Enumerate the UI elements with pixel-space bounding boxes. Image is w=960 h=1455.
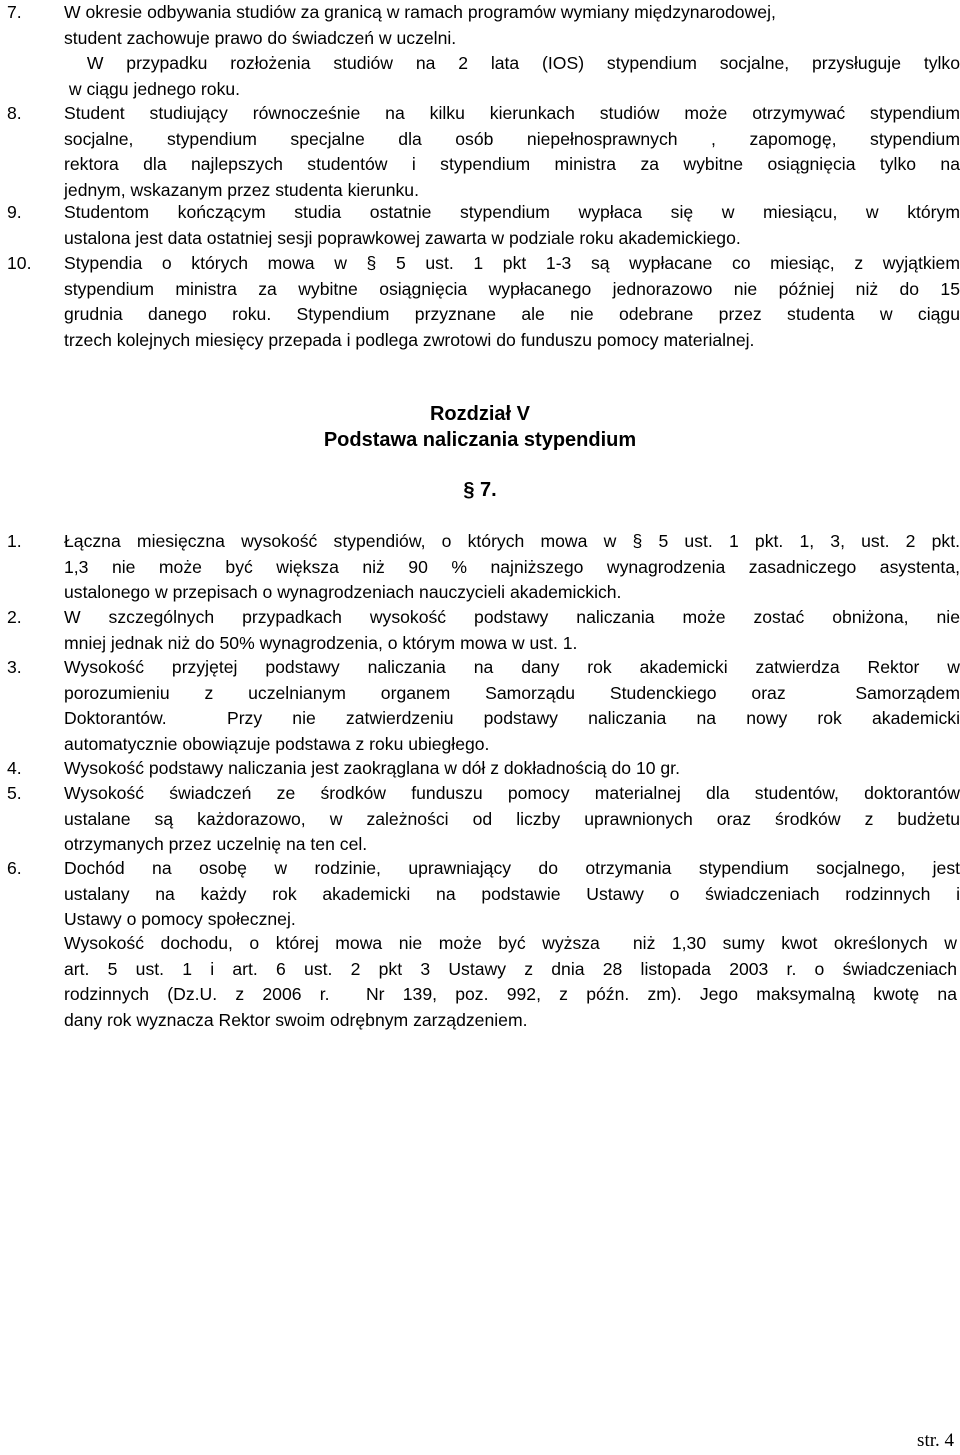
item-line: socjalne, stypendium specjalne dla osób niepełnosprawnych , zapomogę, stypendium: [64, 128, 960, 149]
item-line: W przypadku rozłożenia studiów na 2 lata (IOS) stypendium socjalne, przysługuje tylko: [64, 53, 960, 74]
item-number: 3.: [7, 657, 22, 677]
item-line: automatycznie obowiązuje podstawa z roku ubiegłego.: [64, 733, 490, 754]
paragraph-line: Wysokość dochodu, o której mowa nie może być wyższa niż 1,30 sumy kwot określonych w: [64, 933, 957, 953]
item-line: ustalonego w przepisach o wynagrodzeniach nauczycieli akademickich.: [64, 582, 622, 603]
item-number: 4.: [7, 758, 22, 778]
item-line: Student studiujący równocześnie na kilku kierunkach studiów może otrzymywać stypendium: [64, 103, 960, 123]
item-number: 7.: [7, 2, 22, 22]
item-number: 8.: [7, 103, 22, 123]
item-line: rektora dla najlepszych studentów i stypendium ministra za wybitne osiągnięcia tylko na: [64, 154, 960, 175]
page-number: str. 4: [917, 1430, 954, 1451]
item-number: 2.: [7, 607, 22, 627]
item-line: 1,3 nie może być większa niż 90 % najniższego wynagrodzenia zasadniczego asystenta,: [64, 556, 960, 577]
item-line: Doktorantów. Przy nie zatwierdzeniu podstawy naliczania na nowy rok akademicki: [64, 708, 960, 729]
item-number: 10.: [7, 253, 32, 273]
item-line: Łączna miesięczna wysokość stypendiów, o których mowa w § 5 ust. 1 pkt. 1, 3, ust. 2 pkt.: [64, 531, 960, 551]
paragraph-line: art. 5 ust. 1 i art. 6 ust. 2 pkt 3 Ustawy z dnia 28 listopada 2003 r. o świadczeniach: [64, 958, 957, 979]
item-line: Studentom kończącym studia ostatnie stypendium wypłaca się w miesiącu, w którym: [64, 202, 960, 222]
item-number: 6.: [7, 858, 22, 878]
item-line: Wysokość podstawy naliczania jest zaokrąglana w dół z dokładnością do 10 gr.: [64, 758, 680, 778]
chapter-subtitle: Podstawa naliczania stypendium: [323, 429, 637, 451]
item-line: ustalany na każdy rok akademicki na podstawie Ustawy o świadczeniach rodzinnych i: [64, 883, 960, 904]
item-line: grudnia danego roku. Stypendium przyznane ale nie odebrane przez studenta w ciągu: [64, 304, 960, 325]
item-line: ustalona jest data ostatniej sesji poprawkowej zawarta w podziale roku akademickiego.: [64, 227, 741, 248]
item-line: ustalane są każdorazowo, w zależności od liczby uprawnionych oraz środków z budżetu: [64, 808, 960, 829]
section-number: § 7.: [463, 479, 497, 501]
item-line: porozumieniu z uczelnianym organem Samorządu Studenckiego oraz Samorządem: [64, 682, 960, 703]
item-line: w ciągu jednego roku.: [64, 78, 241, 99]
item-line: stypendium ministra za wybitne osiągnięcia wypłacanego jednorazowo nie później niż do 15: [64, 278, 960, 299]
item-number: 9.: [7, 202, 22, 222]
item-line: Dochód na osobę w rodzinie, uprawniający do otrzymania stypendium socjalnego, jest: [64, 858, 960, 878]
item-line: W szczególnych przypadkach wysokość podstawy naliczania może zostać obniżona, nie: [64, 607, 960, 627]
item-line: jednym, wskazanym przez studenta kierunku.: [64, 179, 419, 200]
item-number: 1.: [7, 531, 22, 551]
item-line: student zachowuje prawo do świadczeń w uczelni.: [64, 27, 457, 48]
item-line: Wysokość świadczeń ze środków funduszu pomocy materialnej dla studentów, doktorantów: [64, 783, 960, 803]
item-line: W okresie odbywania studiów za granicą w ramach programów wymiany międzynarodowej,: [64, 2, 776, 22]
closing-paragraph: [64, 931, 957, 1033]
item-line: Wysokość przyjętej podstawy naliczania na dany rok akademicki zatwierdza Rektor w: [64, 657, 960, 677]
item-number: 5.: [7, 783, 22, 803]
chapter-title: Rozdział V: [429, 403, 530, 425]
item-line: otrzymanych przez uczelnię na ten cel.: [64, 834, 368, 855]
item-line: Ustawy o pomocy społecznej.: [64, 909, 296, 930]
item-line: mniej jednak niż do 50% wynagrodzenia, o którym mowa w ust. 1.: [64, 632, 578, 653]
paragraph-line: rodzinnych (Dz.U. z 2006 r. Nr 139, poz. 992, z późn. zm). Jego maksymalną kwotę na: [64, 984, 957, 1005]
item-line: Stypendia o których mowa w § 5 ust. 1 pkt 1-3 są wypłacane co miesiąc, z wyjątkiem: [64, 253, 960, 273]
item-line: trzech kolejnych miesięcy przepada i podlega zwrotowi do funduszu pomocy materialnej.: [64, 329, 755, 350]
paragraph-line: dany rok wyznacza Rektor swoim odrębnym zarządzeniem.: [64, 1009, 528, 1030]
